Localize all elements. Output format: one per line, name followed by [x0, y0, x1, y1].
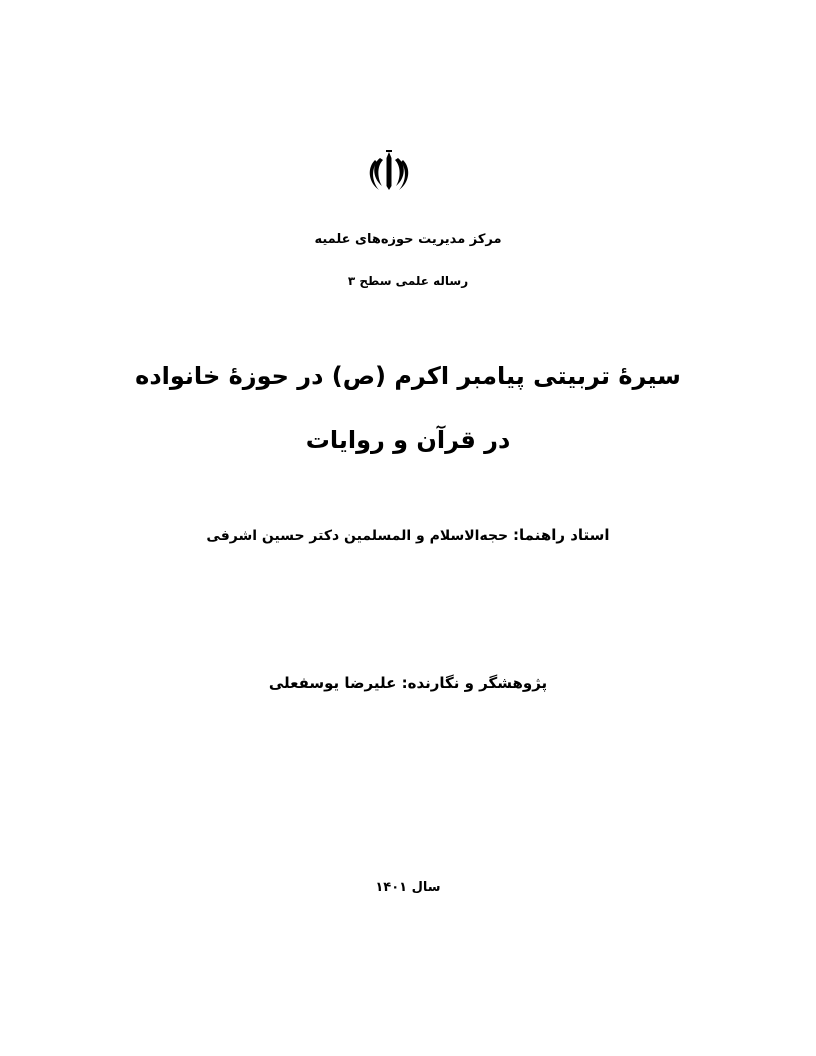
year-line: سال ۱۴۰۱: [375, 880, 441, 895]
thesis-level-text: رساله علمی سطح ۳: [347, 274, 469, 288]
advisor-label: استاد راهنما:: [513, 526, 610, 544]
author-line: [0, 674, 816, 692]
advisor-line: [0, 526, 816, 544]
author-name: علیرضا یوسفعلی: [268, 674, 397, 692]
author-label: پژوهشگر و نگارنده:: [401, 674, 548, 692]
thesis-title-line-1: سیرهٔ تربیتی پیامبر اکرم (ص) در حوزهٔ خانواده: [135, 362, 681, 390]
advisor-name: حجه‌الاسلام و المسلمین دکتر حسین اشرفی: [206, 528, 509, 544]
organization-name: [0, 232, 816, 247]
organization-text: مرکز مدیریت حوزه‌های علمیه: [314, 232, 502, 247]
thesis-title-line-2: در قرآن و روایات: [305, 426, 511, 454]
thesis-level: [0, 274, 816, 288]
iran-emblem-icon: [366, 148, 412, 194]
